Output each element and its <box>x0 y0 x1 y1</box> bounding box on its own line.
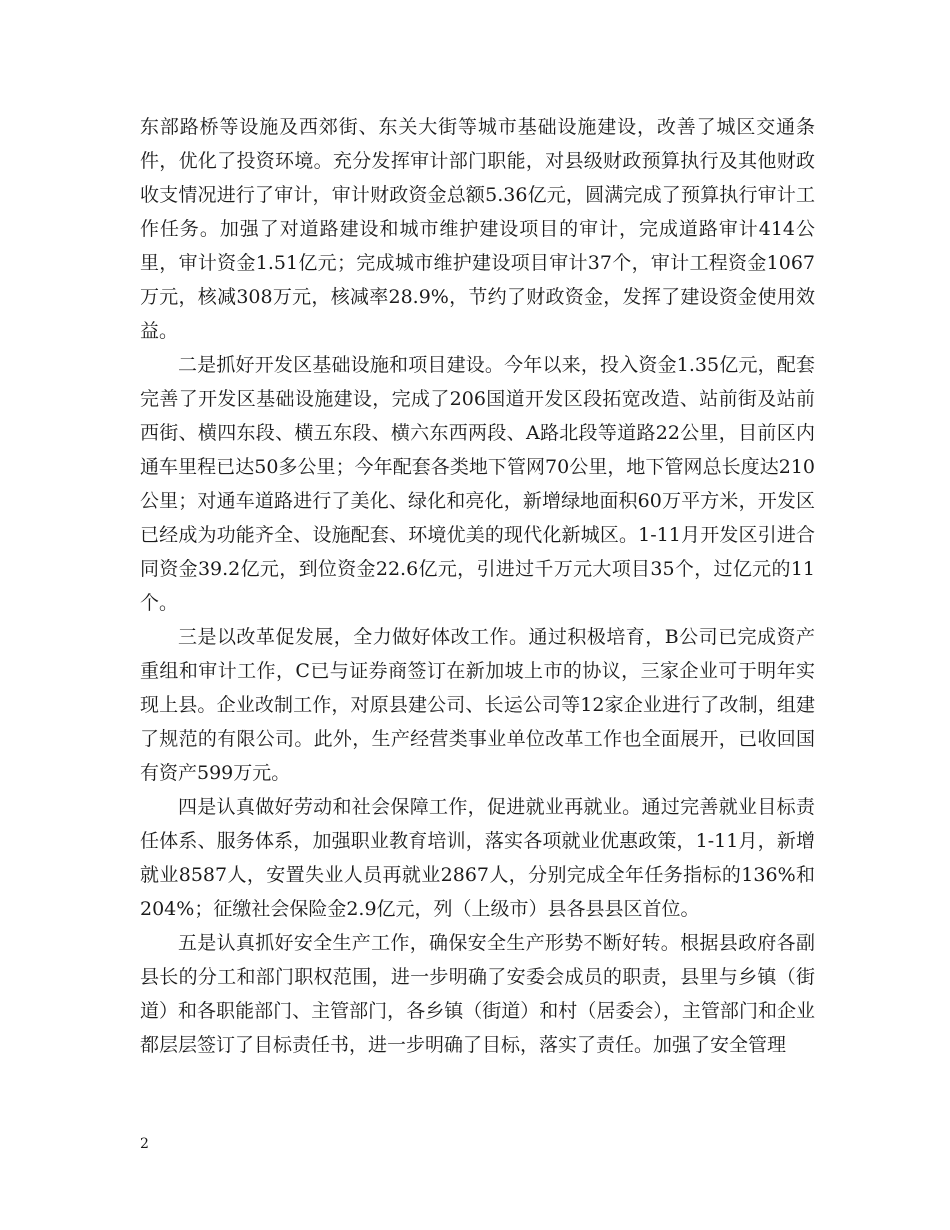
paragraph-4: 四是认真做好劳动和社会保障工作，促进就业再就业。通过完善就业目标责任体系、服务体系，加强职业教育培训，落实各项就业优惠政策，1-11月，新增就业8587人，安置失业人员再就业2867人，分别完成全年任务指标的136%和204%；征缴社会保险金2.9亿元，列（上级市）县各县县区首位。 <box>140 796 815 920</box>
paragraph-3: 三是以改革促发展，全力做好体改工作。通过积极培育，B公司已完成资产重组和审计工作，C已与证券商签订在新加坡上市的协议，三家企业可于明年实现上县。企业改制工作，对原县建公司、长运公司等12家企业进行了改制，组建了规范的有限公司。此外，生产经营类事业单位改革工作也全面展开，已收回国有资产599万元。 <box>140 626 815 784</box>
paragraph-1: 东部路桥等设施及西郊街、东关大街等城市基础设施建设，改善了城区交通条件，优化了投资环境。充分发挥审计部门职能，对县级财政预算执行及其他财政收支情况进行了审计，审计财政资金总额5.36亿元，圆满完成了预算执行审计工作任务。加强了对道路建设和城市维护建设项目的审计，完成道路审计414公里，审计资金1.51亿元；完成城市维护建设项目审计37个，审计工程资金1067万元，核减308万元，核减率28.9%，节约了财政资金，发挥了建设资金使用效益。 <box>140 116 815 342</box>
paragraph-2: 二是抓好开发区基础设施和项目建设。今年以来，投入资金1.35亿元，配套完善了开发区基础设施建设，完成了206国道开发区段拓宽改造、站前街及站前西街、横四东段、横五东段、横六东西两段、A路北段等道路22公里，目前区内通车里程已达50多公里；今年配套各类地下管网70公里，地下管网总长度达210公里；对通车道路进行了美化、绿化和亮化，新增绿地面积60万平方米，开发区已经成为功能齐全、设施配套、环境优美的现代化新城区。1-11月开发区引进合同资金39.2亿元，到位资金22.6亿元，引进过千万元大项目35个，过亿元的11个。 <box>140 354 815 614</box>
paragraph-5: 五是认真抓好安全生产工作，确保安全生产形势不断好转。根据县政府各副县长的分工和部门职权范围，进一步明确了安委会成员的职责，县里与乡镇（街道）和各职能部门、主管部门，各乡镇（街道）和村（居委会），主管部门和企业都层层签订了目标责任书，进一步明确了目标，落实了责任。加强了安全管理 <box>140 932 815 1056</box>
document-body <box>140 110 815 1062</box>
page-number: 2 <box>140 1136 149 1152</box>
